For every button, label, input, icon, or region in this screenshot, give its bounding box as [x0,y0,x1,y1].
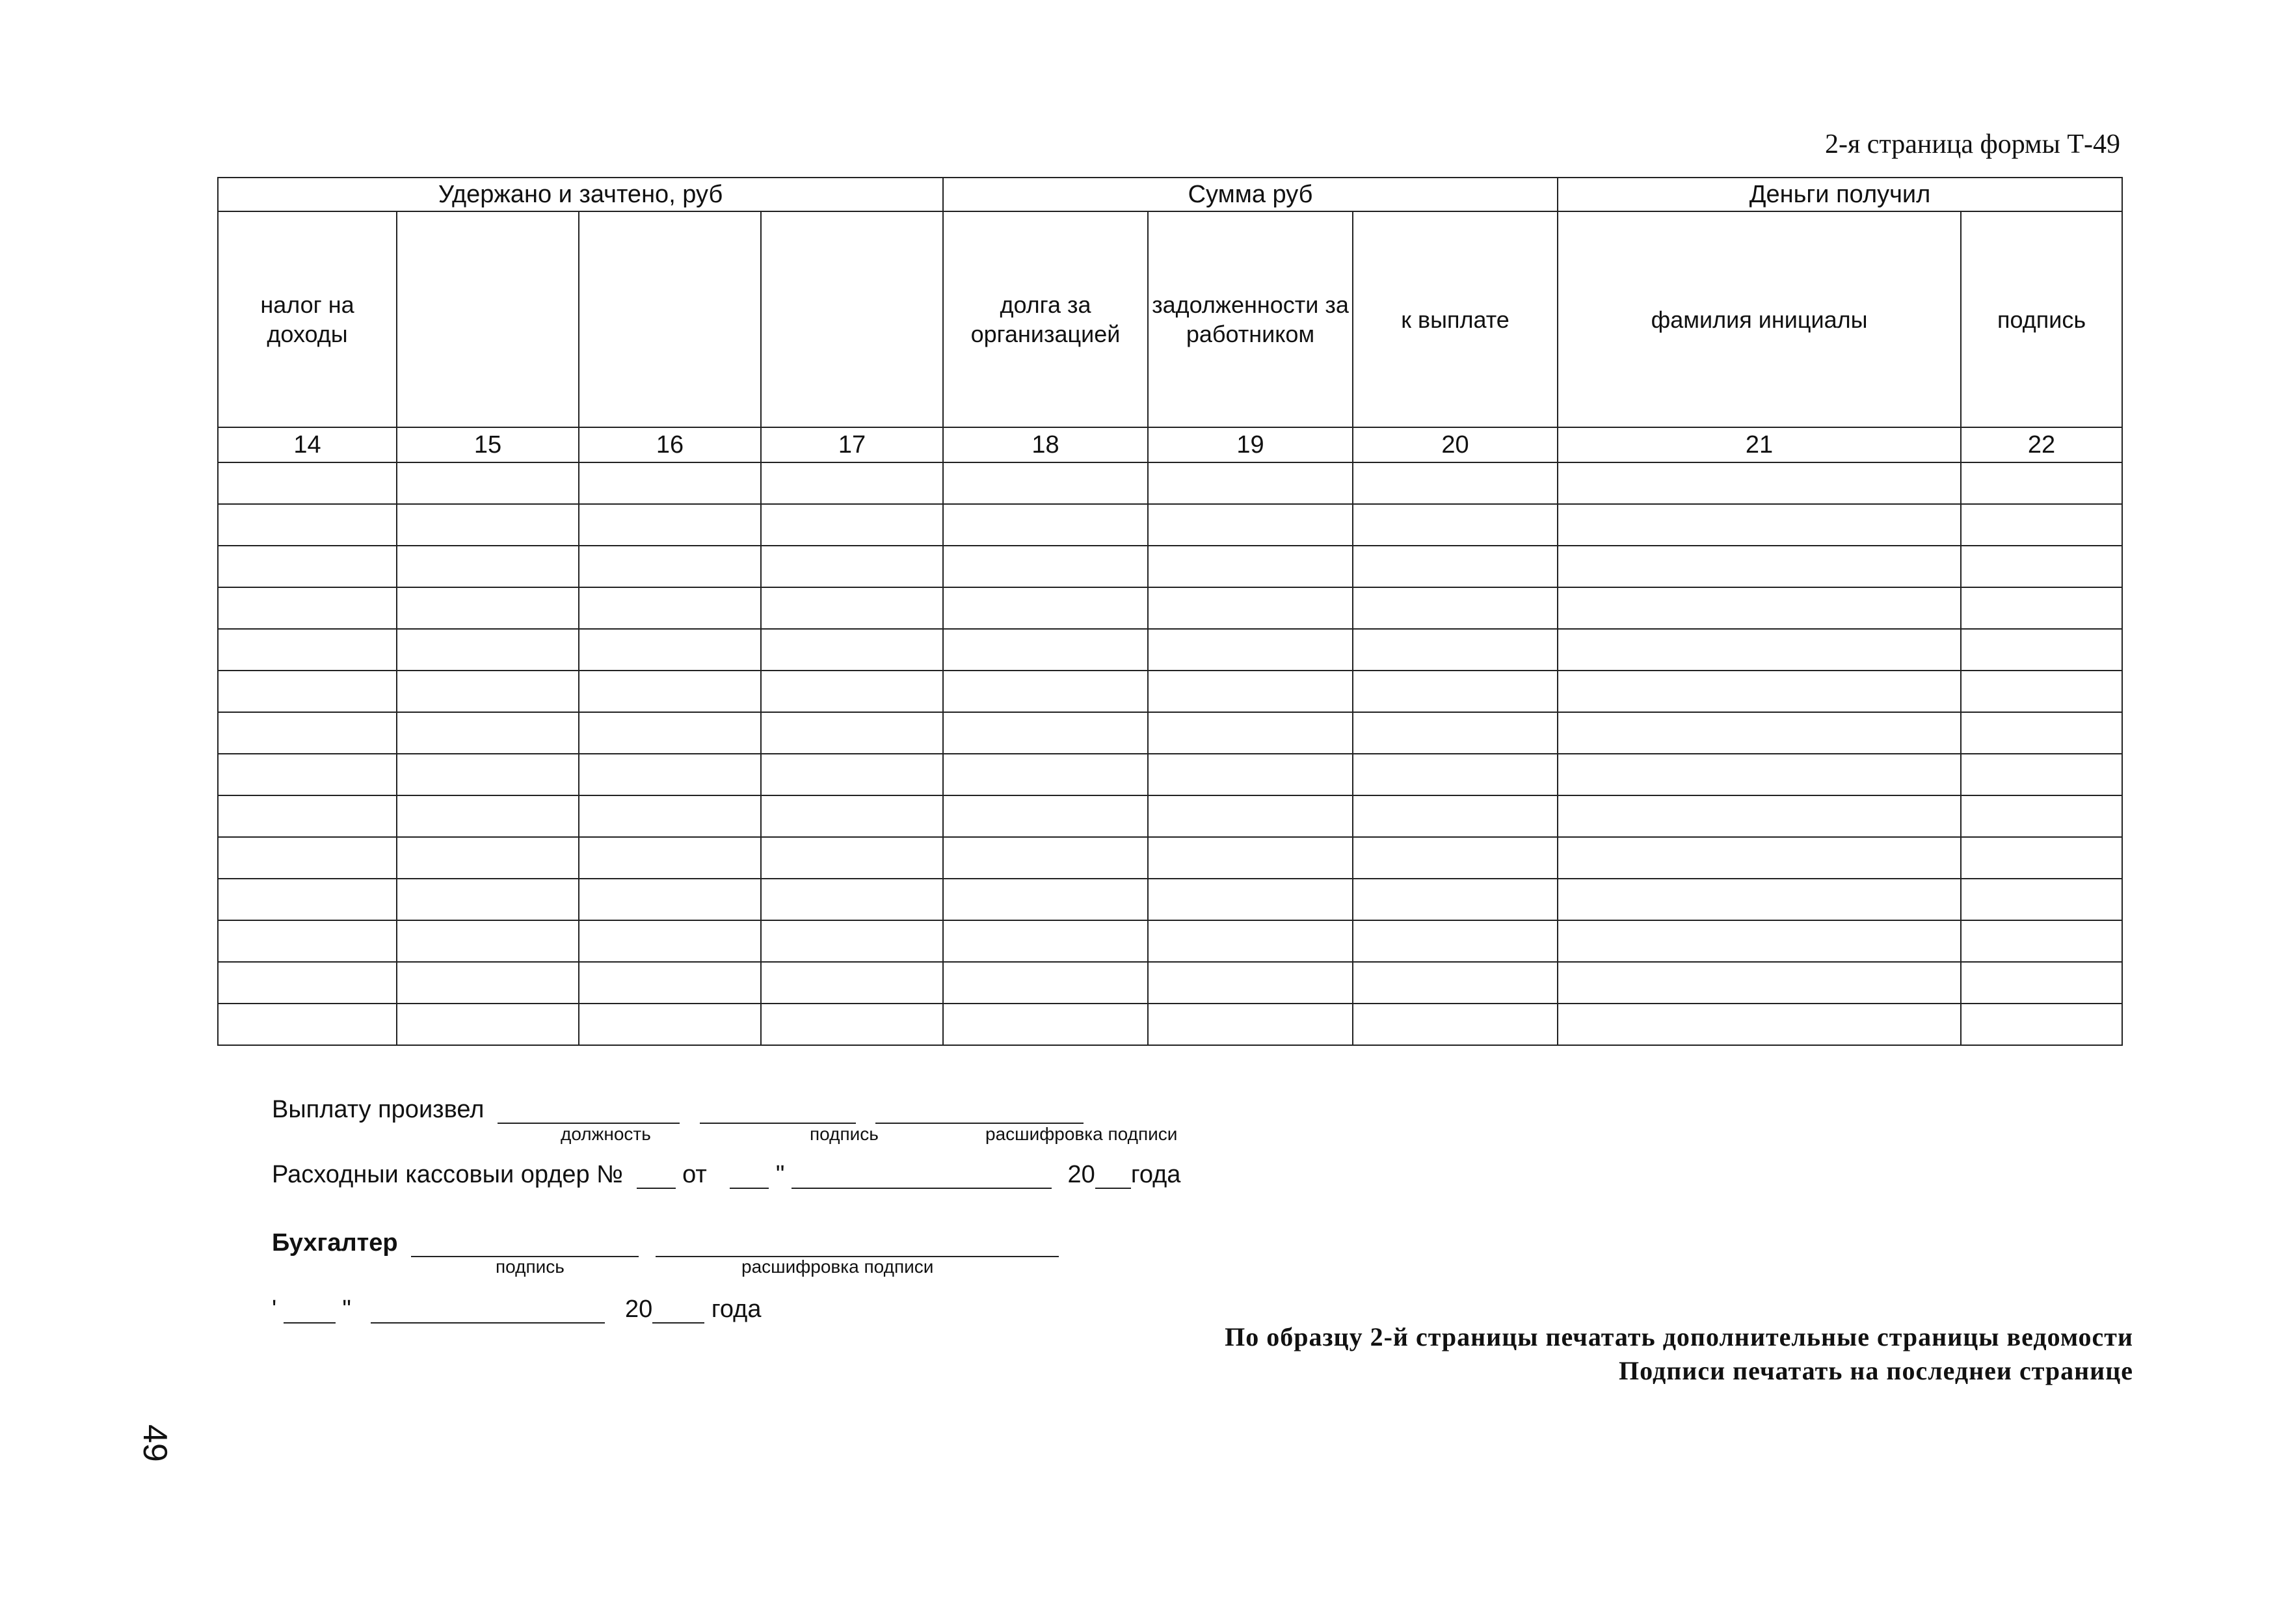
table-cell[interactable] [397,879,579,920]
col-number: 22 [1961,427,2122,462]
table-cell[interactable] [761,587,943,629]
table-row [218,671,2122,712]
table-cell[interactable] [579,462,761,504]
table-cell[interactable] [1961,795,2122,837]
page-number: 49 [136,1424,174,1462]
note-additional-pages: По образцу 2-й страницы печатать дополнительные страницы ведомости [1225,1322,2133,1351]
col-debt-organization: долга за организацией [943,211,1148,427]
table-cell[interactable] [761,962,943,1004]
position-field[interactable] [498,1099,680,1124]
table-cell[interactable] [397,962,579,1004]
table-cell[interactable] [579,795,761,837]
table-cell[interactable] [218,754,397,795]
table-cell[interactable] [1961,920,2122,962]
table-cell[interactable] [1558,462,1961,504]
table-cell[interactable] [943,504,1148,546]
table-row [218,629,2122,671]
table-cell[interactable] [579,712,761,754]
table-cell[interactable] [1353,629,1558,671]
table-cell[interactable] [397,1004,579,1045]
cash-order-year-prefix: 20 [1067,1161,1095,1188]
table-cell[interactable] [1558,671,1961,712]
date-quote-close: " [342,1296,351,1323]
order-day-field[interactable] [730,1164,769,1189]
table-cell[interactable] [943,1004,1148,1045]
table-cell[interactable] [1353,837,1558,879]
table-cell[interactable] [579,587,761,629]
col-number: 19 [1148,427,1353,462]
table-cell[interactable] [1961,879,2122,920]
table-cell[interactable] [1148,879,1353,920]
table-cell[interactable] [761,1004,943,1045]
col-number: 20 [1353,427,1558,462]
table-cell[interactable] [1353,462,1558,504]
table-cell[interactable] [943,546,1148,587]
table-cell[interactable] [397,754,579,795]
table-cell[interactable] [943,837,1148,879]
table-cell[interactable] [1148,546,1353,587]
note-signatures: Подписи печатать на последнеи странице [1619,1356,2133,1385]
group-withheld: Удержано и зачтено, руб [218,178,943,211]
table-cell[interactable] [1353,962,1558,1004]
table-cell[interactable] [1353,504,1558,546]
cash-order-line [272,1161,1180,1189]
column-header-row [218,211,2122,427]
table-cell[interactable] [1353,546,1558,587]
table-row [218,1004,2122,1045]
date-year-prefix: 20 [625,1296,653,1323]
col-number: 16 [579,427,761,462]
table-cell[interactable] [1148,920,1353,962]
table-cell[interactable] [1961,712,2122,754]
caption-position: должность [561,1124,651,1144]
table-cell[interactable] [218,879,397,920]
col-blank-16 [579,211,761,427]
table-cell[interactable] [943,462,1148,504]
signature-field[interactable] [700,1099,856,1124]
table-cell[interactable] [1961,754,2122,795]
col-number: 15 [397,427,579,462]
table-cell[interactable] [943,712,1148,754]
table-cell[interactable] [1961,629,2122,671]
table-cell[interactable] [579,1004,761,1045]
cash-order-quote: " [775,1161,785,1188]
col-number: 17 [761,427,943,462]
table-cell[interactable] [1558,837,1961,879]
table-cell[interactable] [397,504,579,546]
table-cell[interactable] [943,879,1148,920]
group-money-received: Деньги получил [1558,178,2122,211]
table-cell[interactable] [1148,462,1353,504]
table-cell[interactable] [218,546,397,587]
table-cell[interactable] [397,587,579,629]
table-row [218,920,2122,962]
table-cell[interactable] [943,671,1148,712]
table-cell[interactable] [579,920,761,962]
table-cell[interactable] [1558,504,1961,546]
table-cell[interactable] [1148,754,1353,795]
table-cell[interactable] [1148,504,1353,546]
signature-decoding-field[interactable] [875,1099,1084,1124]
table-cell[interactable] [218,671,397,712]
col-income-tax: налог на доходы [218,211,397,427]
table-cell[interactable] [761,504,943,546]
table-cell[interactable] [579,671,761,712]
table-row [218,795,2122,837]
date-quote-open: ' [272,1296,277,1323]
payment-line [272,1096,1084,1124]
table-cell[interactable] [1961,1004,2122,1045]
table-cell[interactable] [397,712,579,754]
table-cell[interactable] [1148,962,1353,1004]
col-number: 21 [1558,427,1961,462]
col-debt-employee: задолженности за работником [1148,211,1353,427]
table-cell[interactable] [1558,754,1961,795]
table-cell[interactable] [943,629,1148,671]
table-cell[interactable] [218,629,397,671]
table-cell[interactable] [943,754,1148,795]
col-surname-initials: фамилия инициалы [1558,211,1961,427]
table-row [218,754,2122,795]
table-row [218,712,2122,754]
table-cell[interactable] [1148,1004,1353,1045]
table-row [218,837,2122,879]
table-cell[interactable] [579,879,761,920]
table-cell[interactable] [397,795,579,837]
payroll-table [217,177,2123,1046]
date-year-suffix: года [711,1296,762,1323]
col-blank-17 [761,211,943,427]
order-year-field[interactable] [1095,1164,1131,1189]
table-cell[interactable] [1148,629,1353,671]
col-to-pay: к выплате [1353,211,1558,427]
table-cell[interactable] [1148,671,1353,712]
table-cell[interactable] [1961,587,2122,629]
table-cell[interactable] [1353,879,1558,920]
table-cell[interactable] [218,920,397,962]
page-caption: 2-я страница формы Т-49 [1824,129,2120,159]
accountant-line [272,1229,1059,1257]
table-cell[interactable] [397,629,579,671]
table-cell[interactable] [1558,712,1961,754]
table-cell[interactable] [761,671,943,712]
table-cell[interactable] [1558,962,1961,1004]
date-month-field[interactable] [371,1299,605,1324]
table-cell[interactable] [1148,587,1353,629]
table-cell[interactable] [1148,712,1353,754]
accountant-decoding-field[interactable] [656,1232,1059,1257]
table-cell[interactable] [1558,629,1961,671]
table-row [218,879,2122,920]
table-cell[interactable] [761,754,943,795]
col-number: 18 [943,427,1148,462]
table-cell[interactable] [218,962,397,1004]
accountant-label: Бухгалтер [272,1229,398,1257]
date-year-field[interactable] [652,1299,704,1324]
table-row [218,504,2122,546]
table-cell[interactable] [1558,546,1961,587]
table-cell[interactable] [1353,1004,1558,1045]
table-cell[interactable] [397,837,579,879]
table-cell[interactable] [579,504,761,546]
table-cell[interactable] [579,837,761,879]
table-cell[interactable] [397,671,579,712]
table-row [218,462,2122,504]
table-cell[interactable] [579,754,761,795]
table-row [218,587,2122,629]
table-cell[interactable] [1558,879,1961,920]
table-cell[interactable] [761,629,943,671]
table-cell[interactable] [761,546,943,587]
table-cell[interactable] [1558,920,1961,962]
col-signature: подпись [1961,211,2122,427]
table-cell[interactable] [943,920,1148,962]
table-cell[interactable] [761,795,943,837]
table-cell[interactable] [761,837,943,879]
date-line [272,1296,762,1324]
cash-order-year-suffix: года [1130,1161,1181,1188]
table-cell[interactable] [579,546,761,587]
table-cell[interactable] [218,462,397,504]
table-cell[interactable] [1148,795,1353,837]
table-cell[interactable] [761,462,943,504]
table-cell[interactable] [218,504,397,546]
caption-accountant-signature: подпись [496,1257,565,1277]
group-header-row [218,178,2122,211]
caption-signature: подпись [810,1124,879,1144]
table-cell[interactable] [579,629,761,671]
accountant-signature-field[interactable] [411,1232,639,1257]
col-blank-15 [397,211,579,427]
caption-accountant-decoding: расшифровка подписи [741,1257,934,1277]
table-cell[interactable] [218,795,397,837]
data-rows [218,462,2122,1045]
table-cell[interactable] [218,1004,397,1045]
order-number-field[interactable] [637,1164,676,1189]
table-cell[interactable] [943,587,1148,629]
table-cell[interactable] [1961,837,2122,879]
table-cell[interactable] [1353,671,1558,712]
table-row [218,546,2122,587]
date-day-field[interactable] [284,1299,336,1324]
payment-label: Выплату произвел [272,1096,485,1123]
table-cell[interactable] [1961,546,2122,587]
table-row [218,962,2122,1004]
caption-signature-decoding: расшифровка подписи [985,1124,1178,1144]
table-cell[interactable] [761,712,943,754]
table-cell[interactable] [1353,920,1558,962]
cash-order-label: Расходныи кассовыи ордер № [272,1161,623,1188]
group-sum: Сумма руб [943,178,1558,211]
table-cell[interactable] [1961,462,2122,504]
table-cell[interactable] [761,920,943,962]
table-cell[interactable] [1961,671,2122,712]
table-cell[interactable] [1558,1004,1961,1045]
cash-order-from: от [682,1161,707,1188]
table-cell[interactable] [218,712,397,754]
table-cell[interactable] [761,879,943,920]
table-cell[interactable] [1558,587,1961,629]
table-cell[interactable] [397,546,579,587]
table-cell[interactable] [1961,962,2122,1004]
column-number-row [218,427,2122,462]
table-cell[interactable] [1353,754,1558,795]
table-cell[interactable] [1148,837,1353,879]
table-cell[interactable] [943,962,1148,1004]
table-cell[interactable] [397,920,579,962]
table-cell[interactable] [1353,795,1558,837]
col-number: 14 [218,427,397,462]
table-cell[interactable] [1961,504,2122,546]
order-month-field[interactable] [791,1164,1052,1189]
table-cell[interactable] [218,837,397,879]
table-cell[interactable] [1353,587,1558,629]
table-cell[interactable] [1353,712,1558,754]
table-cell[interactable] [397,462,579,504]
table-cell[interactable] [1558,795,1961,837]
table-cell[interactable] [943,795,1148,837]
table-cell[interactable] [218,587,397,629]
table-cell[interactable] [579,962,761,1004]
